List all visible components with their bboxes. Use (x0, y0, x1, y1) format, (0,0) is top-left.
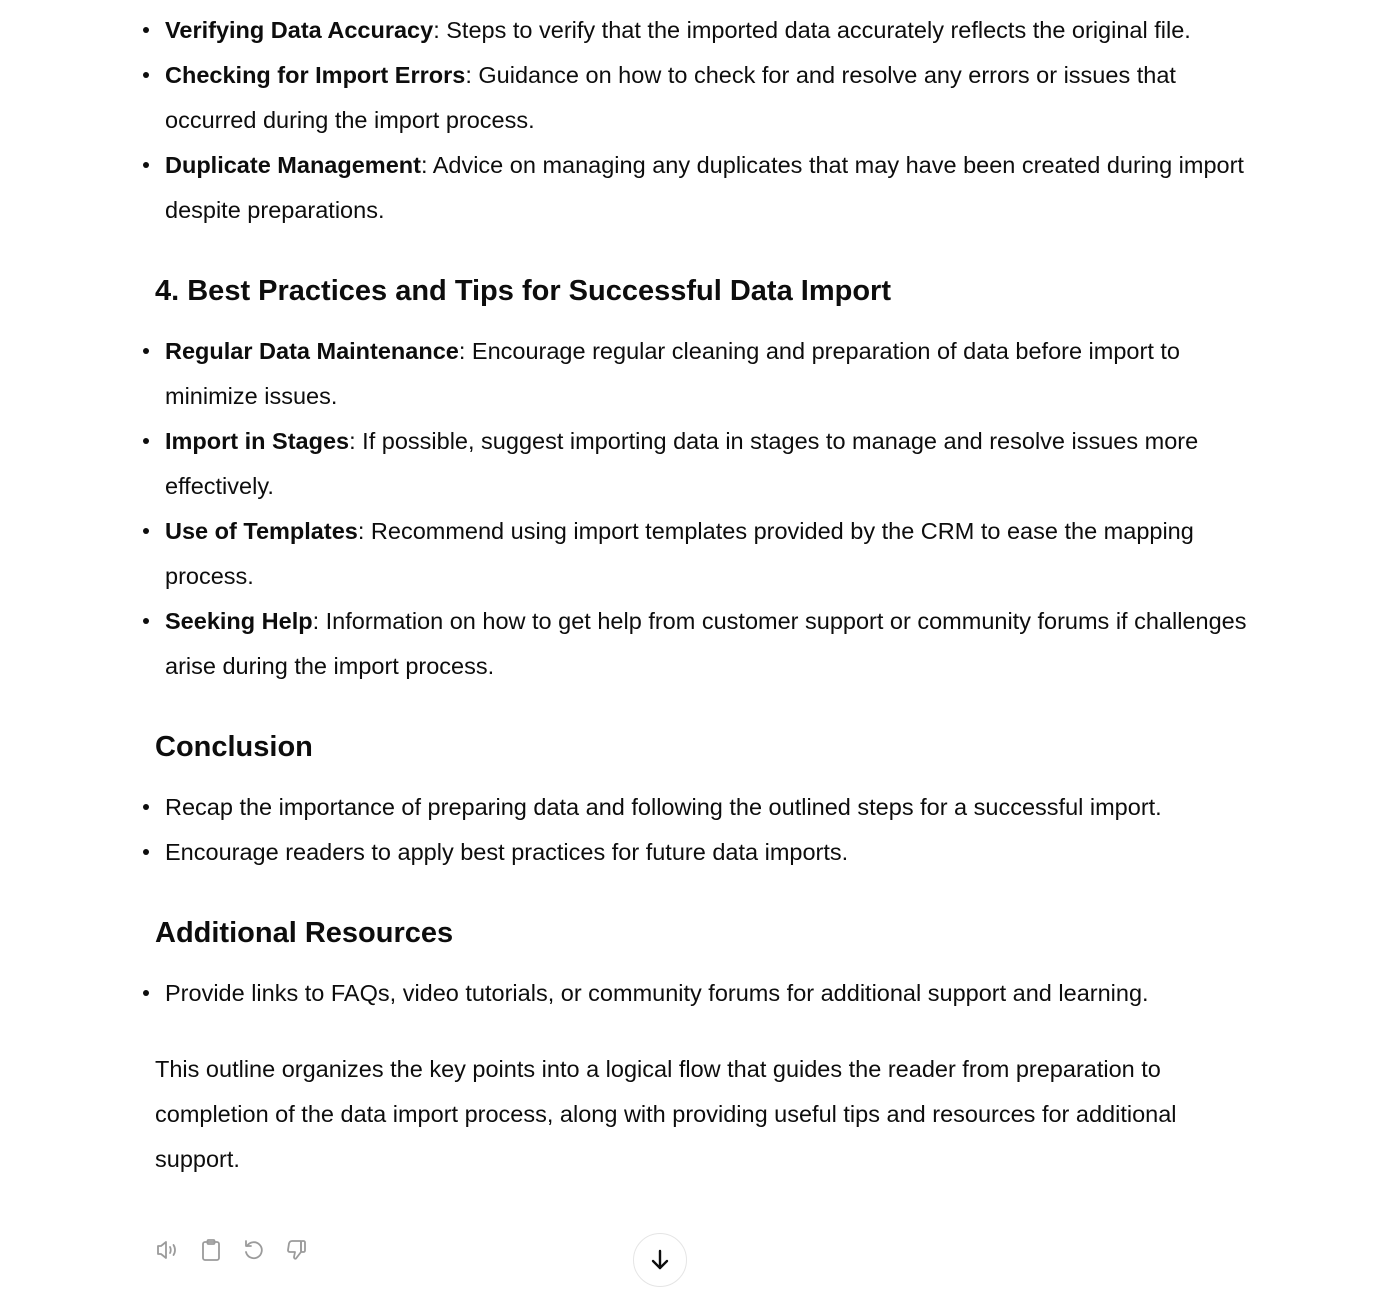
speaker-icon (155, 1237, 181, 1263)
bullet (143, 990, 149, 996)
list-item: Seeking Help: Information on how to get help from customer support or community forums if challenges arise during the import process. (155, 599, 1263, 689)
section-heading: Conclusion (155, 731, 313, 763)
section-heading: 4. Best Practices and Tips for Successful Data Import (155, 275, 891, 307)
bullet (143, 27, 149, 33)
conclusion-list (155, 785, 1263, 875)
bullet (143, 348, 149, 354)
message-actions (155, 1237, 310, 1263)
list-item: Verifying Data Accuracy: Steps to verify that the imported data accurately reflects the original file. (155, 8, 1263, 53)
list-item: Checking for Import Errors: Guidance on how to check for and resolve any errors or issues that occurred during the import process. (155, 53, 1263, 143)
list-item: Use of Templates: Recommend using import templates provided by the CRM to ease the mapping process. (155, 509, 1263, 599)
best-practices-list (155, 329, 1263, 689)
list-item: Duplicate Management: Advice on managing any duplicates that may have been created during import despite preparations. (155, 143, 1263, 233)
list-item: Recap the importance of preparing data and following the outlined steps for a successful import. (155, 785, 1263, 830)
verification-list (155, 8, 1263, 233)
regenerate-button[interactable] (241, 1237, 267, 1263)
resources-list (155, 971, 1263, 1016)
clipboard-icon (198, 1237, 224, 1263)
thumbs-down-icon (284, 1237, 310, 1263)
bullet (143, 528, 149, 534)
bullet (143, 72, 149, 78)
bullet (143, 618, 149, 624)
closing-paragraph: This outline organizes the key points into a logical flow that guides the reader from preparation to completion of the data import process, along with providing useful tips and resources for additional support. (155, 1055, 1177, 1172)
arrow-down-icon (648, 1248, 672, 1272)
list-item: Import in Stages: If possible, suggest importing data in stages to manage and resolve issues more effectively. (155, 419, 1263, 509)
regenerate-icon (241, 1237, 267, 1263)
bullet (143, 438, 149, 444)
assistant-message (155, 8, 1263, 1182)
list-item: Provide links to FAQs, video tutorials, or community forums for additional support and learning. (155, 971, 1263, 1016)
section-heading: Additional Resources (155, 917, 454, 949)
bullet (143, 162, 149, 168)
read-aloud-button[interactable] (155, 1237, 181, 1263)
list-item: Encourage readers to apply best practices for future data imports. (155, 830, 1263, 875)
thumbs-down-button[interactable] (284, 1237, 310, 1263)
bullet (143, 804, 149, 810)
scroll-to-bottom-button[interactable] (633, 1233, 687, 1287)
bullet (143, 849, 149, 855)
list-item: Regular Data Maintenance: Encourage regular cleaning and preparation of data before import to minimize issues. (155, 329, 1263, 419)
copy-button[interactable] (198, 1237, 224, 1263)
